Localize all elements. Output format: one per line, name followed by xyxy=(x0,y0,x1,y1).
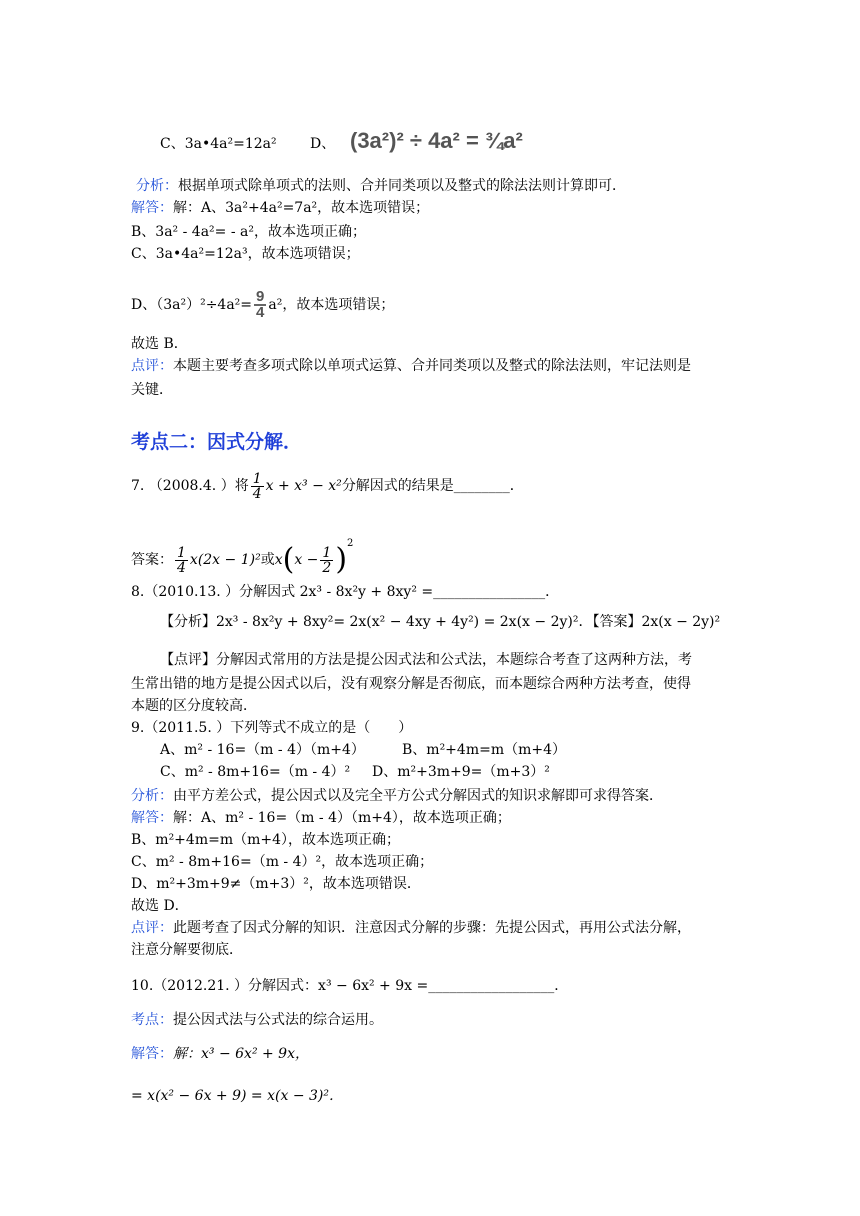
q7-answer-or: 或 xyxy=(260,552,275,568)
q8-comment-line-1: 【点评】分解因式常用的方法是提公因式法和公式法，本题综合考查了这两种方法，考 xyxy=(160,652,692,668)
q10-answer-line-1 xyxy=(131,1044,309,1064)
q6-answer-line-3: C、3a•4a²=12a³，故本选项错误； xyxy=(131,246,360,262)
fraction-numerator: 1 xyxy=(177,544,186,561)
q7-fraction xyxy=(251,472,264,501)
fraction-denominator: 2 xyxy=(322,559,332,576)
q7-answer xyxy=(131,522,353,582)
q9-comment-line-1 xyxy=(131,918,691,938)
kaodian-text: 提公因式法与公式法的综合运用。 xyxy=(173,1012,383,1028)
q9-answer-line-3: C、m² - 8m+16=（m - 4）²，故本选项正确； xyxy=(131,854,434,870)
kaodian-label: 考点： xyxy=(131,1012,173,1028)
fraction-denominator: 4 xyxy=(177,559,186,576)
q7-answer-half-fraction xyxy=(320,546,333,575)
fraction-nine-fourths xyxy=(254,290,266,320)
q6-comment-line-1 xyxy=(131,356,691,376)
answer-label: 解答： xyxy=(131,810,173,826)
section-title: 考点二：因式分解． xyxy=(131,431,303,453)
q6-option-d-math: (3a²)² ÷ 4a² = ¾a² xyxy=(350,128,523,153)
q7-answer-expr-2-inner: x − xyxy=(294,552,319,568)
left-paren: ( xyxy=(282,542,295,577)
q8-stem: 8.（2010.13. ）分解因式 2x³ - 8x²y + 8xy² =________________． xyxy=(131,584,560,600)
q9-option-c: C、m² - 8m+16=（m - 4）² xyxy=(160,764,351,780)
answer-text: 解：A、m² - 16=（m - 4）（m+4），故本选项正确； xyxy=(173,810,511,826)
q9-answer-line-2: B、m²+4m=m（m+4），故本选项正确； xyxy=(131,832,401,848)
q8-analysis: 【分析】2x³ - 8x²y + 8xy²= 2x(x² − 4xy + 4y²) = 2x(x − 2y)²．【答案】2x(x − 2y)² xyxy=(160,614,721,630)
comment-text: 此题考查了因式分解的知识．注意因式分解的步骤：先提公因式，再用公式法分解， xyxy=(173,920,691,936)
q10-answer-line-2: = x(x² − 6x + 9) = x(x − 3)²． xyxy=(131,1088,343,1104)
q6-answer-line-1 xyxy=(131,198,429,218)
analysis-label: 分析： xyxy=(136,178,178,194)
comment-label: 点评： xyxy=(131,920,173,936)
q6-choose: 故选 B． xyxy=(131,336,188,352)
answer-label: 解答： xyxy=(131,200,173,216)
q9-answer-line-1 xyxy=(131,808,511,828)
answer-text: 解：x³ − 6x² + 9x， xyxy=(173,1046,309,1062)
answer-label: 解答： xyxy=(131,1046,173,1062)
line-d-post: a²，故本选项错误； xyxy=(268,297,395,313)
q7-stem-post: 分解因式的结果是________． xyxy=(341,478,524,494)
q7-stem xyxy=(131,468,524,504)
line-d-pre: D、（3a²）²÷4a²= xyxy=(131,297,253,313)
comment-label: 点评： xyxy=(131,358,173,374)
q6-option-d-label: D、 xyxy=(310,136,336,152)
q6-answer-line-4 xyxy=(131,290,394,320)
answer-label: 答案： xyxy=(131,552,173,568)
fraction-numerator: 9 xyxy=(256,288,265,305)
analysis-label: 分析： xyxy=(131,788,173,804)
fraction-numerator: 1 xyxy=(252,470,262,487)
answer-text: 解：A、3a²+4a²=7a²，故本选项错误； xyxy=(173,200,430,216)
q7-answer-expr-2-pre: x xyxy=(274,552,283,568)
q6-answer-line-2: B、3a² - 4a²= - a²，故本选项正确； xyxy=(131,224,366,240)
q7-stem-pre: 7. （2008.4. ）将 xyxy=(131,478,249,494)
q8-comment-line-2: 生常出错的地方是提公因式以后，没有观察分解是否彻底，而本题综合两种方法考查，使得 xyxy=(131,676,691,692)
fraction-numerator: 1 xyxy=(322,544,332,561)
comment-text: 本题主要考查多项式除以单项式运算、合并同类项以及整式的除法法则，牢记法则是 xyxy=(173,358,691,374)
q7-answer-expr-1: x(2x − 1)² xyxy=(189,552,261,568)
q9-answer-line-4: D、m²+3m+9≠（m+3）²，故本选项错误． xyxy=(131,876,421,892)
q8-comment-line-3: 本题的区分度较高． xyxy=(131,698,257,714)
q7-answer-exponent: 2 xyxy=(347,538,354,549)
q9-answer-line-5: 故选 D． xyxy=(131,898,189,914)
q10-stem: 10.（2012.21. ）分解因式：x³ − 6x² + 9x =__________________． xyxy=(131,978,569,994)
q6-analysis xyxy=(136,176,626,196)
q6-comment-line-2: 关键． xyxy=(131,382,173,398)
q9-stem: 9.（2011.5. ）下列等式不成立的是（ ） xyxy=(131,720,413,736)
fraction-denominator: 4 xyxy=(252,485,262,502)
fraction-denominator: 4 xyxy=(256,304,265,321)
q9-analysis xyxy=(131,786,663,806)
q9-comment-line-2: 注意分解要彻底． xyxy=(131,942,243,958)
analysis-text: 根据单项式除单项式的法则、合并同类项以及整式的除法法则计算即可． xyxy=(178,178,626,194)
q10-kaodian xyxy=(131,1010,383,1030)
q6-option-c: C、3a•4a²=12a² xyxy=(160,136,277,152)
q9-option-d: D、m²+3m+9=（m+3）² xyxy=(372,764,550,780)
q7-answer-fraction xyxy=(175,546,188,575)
q7-expression: x + x³ − x² xyxy=(265,478,342,494)
right-paren: ) xyxy=(335,542,348,577)
analysis-text: 由平方差公式，提公因式以及完全平方公式分解因式的知识求解即可求得答案． xyxy=(173,788,663,804)
q9-option-a: A、m² - 16=（m - 4）（m+4） xyxy=(160,742,365,758)
q9-option-b: B、m²+4m=m（m+4） xyxy=(402,742,567,758)
